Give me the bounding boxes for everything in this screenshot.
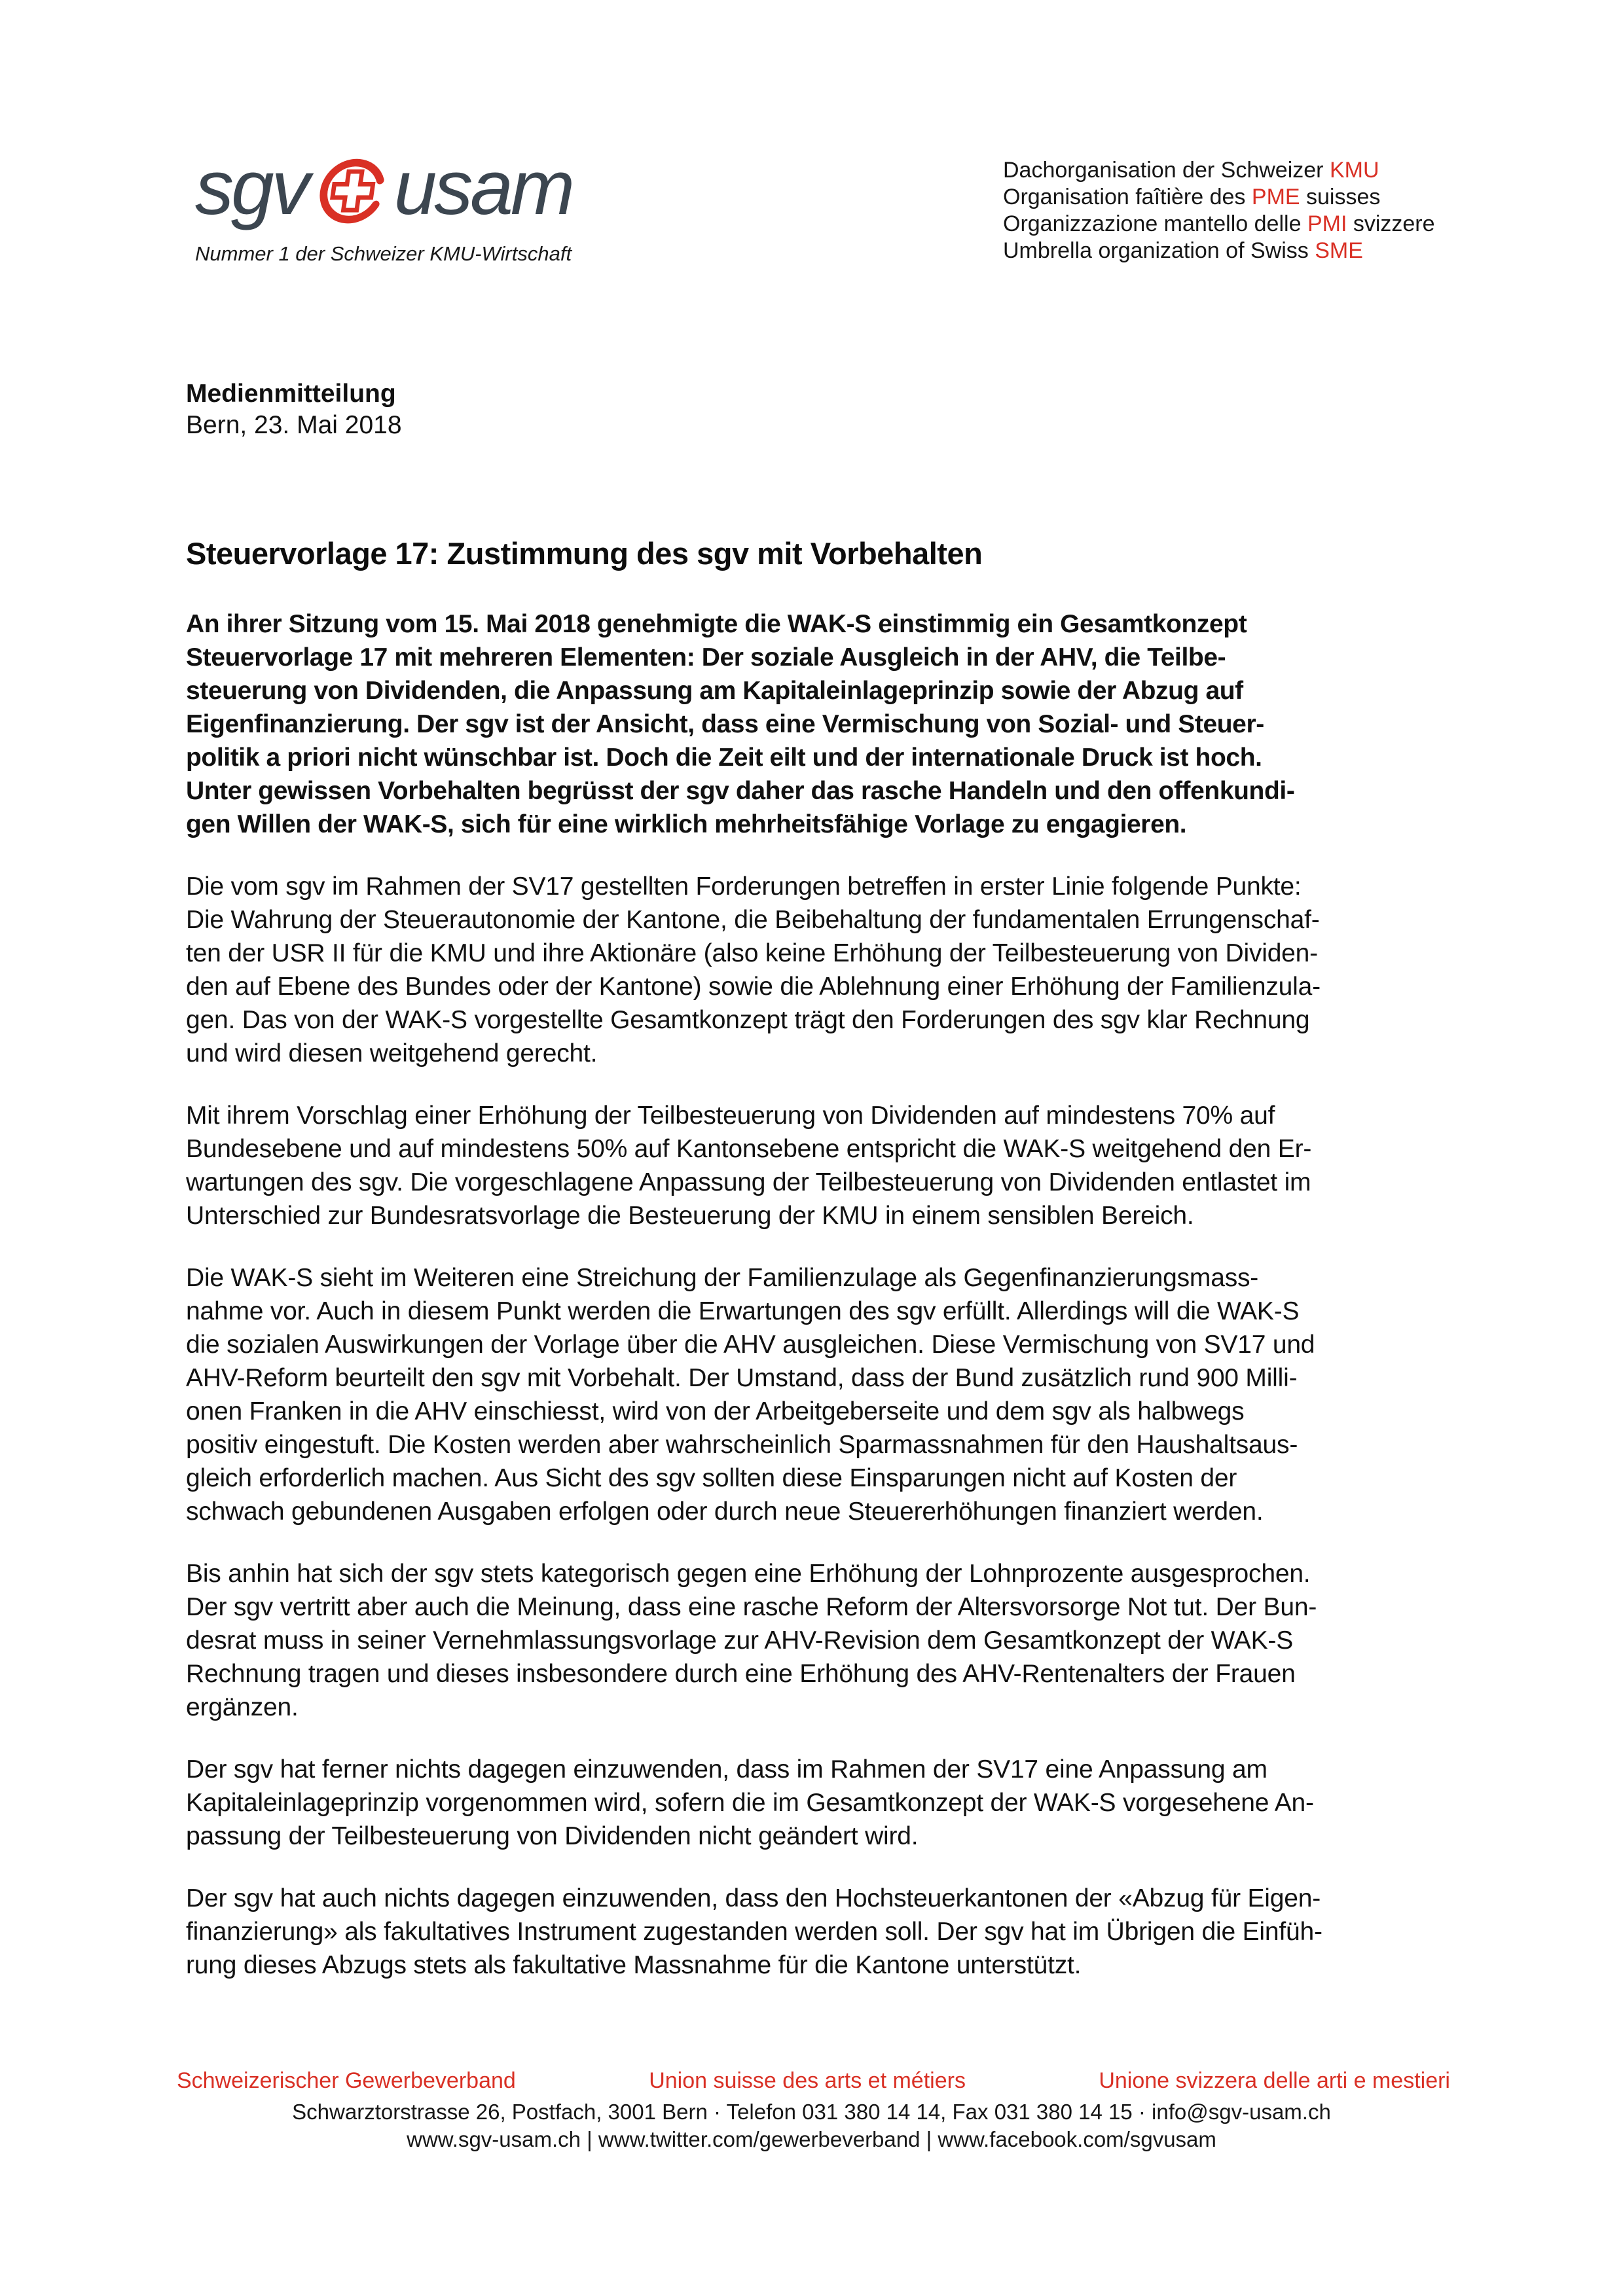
paragraph-5-line-1: Bis anhin hat sich der sgv stets kategorisch gegen eine Erhöhung der Lohnprozente ausgesprochen. [186, 1560, 1311, 1588]
paragraph-2-line-5: gen. Das von der WAK-S vorgestellte Gesamtkonzept trägt den Forderungen des sgv klar Rechnung [186, 1006, 1310, 1034]
footer-links: www.sgv-usam.ch | www.twitter.com/gewerbeverband | www.facebook.com/sgvusam [407, 2127, 1216, 2151]
paragraph-2-line-1: Die vom sgv im Rahmen der SV17 gestellten Forderungen betreffen in erster Linie folgende Punkte: [186, 872, 1302, 901]
paragraph-1-line-1: An ihrer Sitzung vom 15. Mai 2018 genehmigte die WAK-S einstimmig ein Gesamtkonzept [186, 610, 1247, 638]
paragraph-1-line-3: steuerung von Dividenden, die Anpassung am Kapitaleinlageprinzip sowie der Abzug auf [186, 677, 1243, 705]
footer-org-fr: Union suisse des arts et métiers [649, 2068, 966, 2093]
org-line-en [1003, 238, 1435, 264]
paragraph-6-line-2: Kapitaleinlageprinzip vorgenommen wird, sofern die im Gesamtkonzept der WAK-S vorgesehene An- [186, 1789, 1314, 1817]
paragraph-2-line-6: und wird diesen weitgehend gerecht. [186, 1039, 598, 1067]
org-line-en-text: Umbrella organization of Swiss [1003, 238, 1315, 263]
logo-text-usam: usam [393, 145, 573, 231]
paragraph-4-line-6: positiv eingestuft. Die Kosten werden aber wahrscheinlich Sparmassnahmen für den Haushaltsaus- [186, 1431, 1298, 1459]
paragraph-4-line-1: Die WAK-S sieht im Weiteren eine Streichung der Familienzulage als Gegenfinanzierungsmass- [186, 1264, 1259, 1292]
org-descriptions [1003, 157, 1435, 264]
paragraph-1-line-6: Unter gewissen Vorbehalten begrüsst der sgv daher das rasche Handeln und den offenkundi- [186, 777, 1295, 805]
paragraph-2-line-4: den auf Ebene des Bundes oder der Kantone) sowie die Ablehnung einer Erhöhung der Familienzula- [186, 973, 1321, 1001]
org-line-it [1003, 211, 1435, 238]
logo-tagline: Nummer 1 der Schweizer KMU-Wirtschaft [195, 242, 572, 265]
paragraph-1-line-4: Eigenfinanzierung. Der sgv ist der Ansicht, dass eine Vermischung von Sozial- und Steuer- [186, 710, 1264, 738]
paragraph-3-line-4: Unterschied zur Bundesratsvorlage die Besteuerung der KMU in einem sensiblen Bereich. [186, 1202, 1194, 1230]
dateline: Bern, 23. Mai 2018 [186, 411, 402, 439]
body-paragraphs [186, 607, 1463, 2011]
paragraph-2-line-3: ten der USR II für die KMU und ihre Aktionäre (also keine Erhöhung der Teilbesteuerung von Dividen- [186, 939, 1318, 967]
paragraph-3-line-1: Mit ihrem Vorschlag einer Erhöhung der Teilbesteuerung von Dividenden auf mindestens 70% auf [186, 1102, 1275, 1130]
paragraph-4-line-4: AHV-Reform beurteilt den sgv mit Vorbehalt. Der Umstand, dass der Bund zusätzlich rund 900 Milli- [186, 1364, 1298, 1392]
paragraph-4-line-2: nahme vor. Auch in diesem Punkt werden die Erwartungen des sgv erfüllt. Allerdings will die WAK-S [186, 1297, 1300, 1325]
paragraph-4-line-5: onen Franken in die AHV einschiesst, wird von der Arbeitgeberseite und dem sgv als halbwegs [186, 1397, 1245, 1426]
org-line-it-text: Organizzazione mantello delle [1003, 211, 1307, 236]
swiss-cross-circle-icon [313, 154, 389, 230]
paragraph-4-line-8: schwach gebundenen Ausgaben erfolgen oder durch neue Steuererhöhungen finanziert werden. [186, 1498, 1264, 1526]
org-line-fr-highlight: PME [1251, 185, 1300, 209]
paragraph-4-line-3: die sozialen Auswirkungen der Vorlage über die AHV ausgleichen. Diese Vermischung von SV17 und [186, 1331, 1315, 1359]
footer-org-de: Schweizerischer Gewerbeverband [177, 2068, 516, 2093]
org-line-de [1003, 157, 1435, 184]
org-line-it-highlight: PMI [1307, 211, 1347, 236]
document-meta [186, 378, 402, 441]
paragraph-5 [186, 1557, 1463, 1724]
footer-org-it: Unione svizzera delle arti e mestieri [1099, 2068, 1450, 2093]
paragraph-4-line-7: gleich erforderlich machen. Aus Sicht des sgv sollten diese Einsparungen nicht auf Kosten der [186, 1464, 1237, 1492]
paragraph-5-line-3: desrat muss in seiner Vernehmlassungsvorlage zur AHV-Revision dem Gesamtkonzept der WAK-S [186, 1626, 1294, 1655]
paragraph-3-line-2: Bundesebene und auf mindestens 50% auf Kantonsebene entspricht die WAK-S weitgehend den Er- [186, 1135, 1312, 1163]
org-line-fr-text: Organisation faîtière des [1003, 185, 1252, 209]
paragraph-5-line-4: Rechnung tragen und dieses insbesondere durch eine Erhöhung des AHV-Rentenalters der Frauen [186, 1660, 1296, 1688]
paragraph-3-line-3: wartungen des sgv. Die vorgeschlagene Anpassung der Teilbesteuerung von Dividenden entlastet im [186, 1168, 1311, 1196]
page-title: Steuervorlage 17: Zustimmung des sgv mit Vorbehalten [186, 536, 983, 571]
org-line-fr [1003, 184, 1435, 211]
paragraph-5-line-2: Der sgv vertritt aber auch die Meinung, dass eine rasche Reform der Altersvorsorge Not tut. Der Bun- [186, 1593, 1317, 1621]
footer-organizations [177, 2068, 1450, 2094]
paragraph-1-line-2: Steuervorlage 17 mit mehreren Elementen: Der soziale Ausgleich in der AHV, die Teilbe- [186, 643, 1226, 672]
logo-row [195, 145, 573, 236]
paragraph-6 [186, 1753, 1463, 1853]
paragraph-7 [186, 1882, 1463, 1982]
org-line-de-highlight: KMU [1329, 158, 1379, 183]
paragraph-1-line-5: politik a priori nicht wünschbar ist. Doch die Zeit eilt und der internationale Druck ist hoch. [186, 744, 1262, 772]
paragraph-7-line-1: Der sgv hat auch nichts dagegen einzuwenden, dass den Hochsteuerkantonen der «Abzug für Eigen- [186, 1884, 1321, 1912]
paragraph-7-line-3: rung dieses Abzugs stets als fakultative Massnahme für die Kantone unterstützt. [186, 1951, 1082, 1979]
paragraph-3 [186, 1099, 1463, 1232]
paragraph-1 [186, 607, 1463, 841]
paragraph-7-line-2: finanzierung» als fakultatives Instrument zugestanden werden soll. Der sgv hat im Übrigen die Einfüh- [186, 1918, 1322, 1946]
footer-address: Schwarztorstrasse 26, Postfach, 3001 Bern · Telefon 031 380 14 14, Fax 031 380 14 15 · info@sgv-usam.ch [292, 2100, 1331, 2124]
org-line-de-text: Dachorganisation der Schweizer [1003, 158, 1330, 183]
paragraph-6-line-3: passung der Teilbesteuerung von Dividenden nicht geändert wird. [186, 1822, 919, 1850]
org-line-en-highlight: SME [1315, 238, 1363, 263]
paragraph-4 [186, 1261, 1463, 1528]
paragraph-2-line-2: Die Wahrung der Steuerautonomie der Kantone, die Beibehaltung der fundamentalen Errungenschaf- [186, 906, 1320, 934]
paragraph-1-line-7: gen Willen der WAK-S, sich für eine wirklich mehrheitsfähige Vorlage zu engagieren. [186, 810, 1187, 838]
logo [195, 145, 573, 266]
paragraph-5-line-5: ergänzen. [186, 1693, 299, 1721]
paragraph-2 [186, 870, 1463, 1070]
document-type-label: Medienmitteilung [186, 380, 396, 408]
paragraph-6-line-1: Der sgv hat ferner nichts dagegen einzuwenden, dass im Rahmen der SV17 eine Anpassung am [186, 1755, 1267, 1784]
org-line-fr-suffix: suisses [1300, 185, 1381, 209]
org-line-it-suffix: svizzere [1347, 211, 1435, 236]
logo-text-sgv: sgv [195, 145, 308, 231]
